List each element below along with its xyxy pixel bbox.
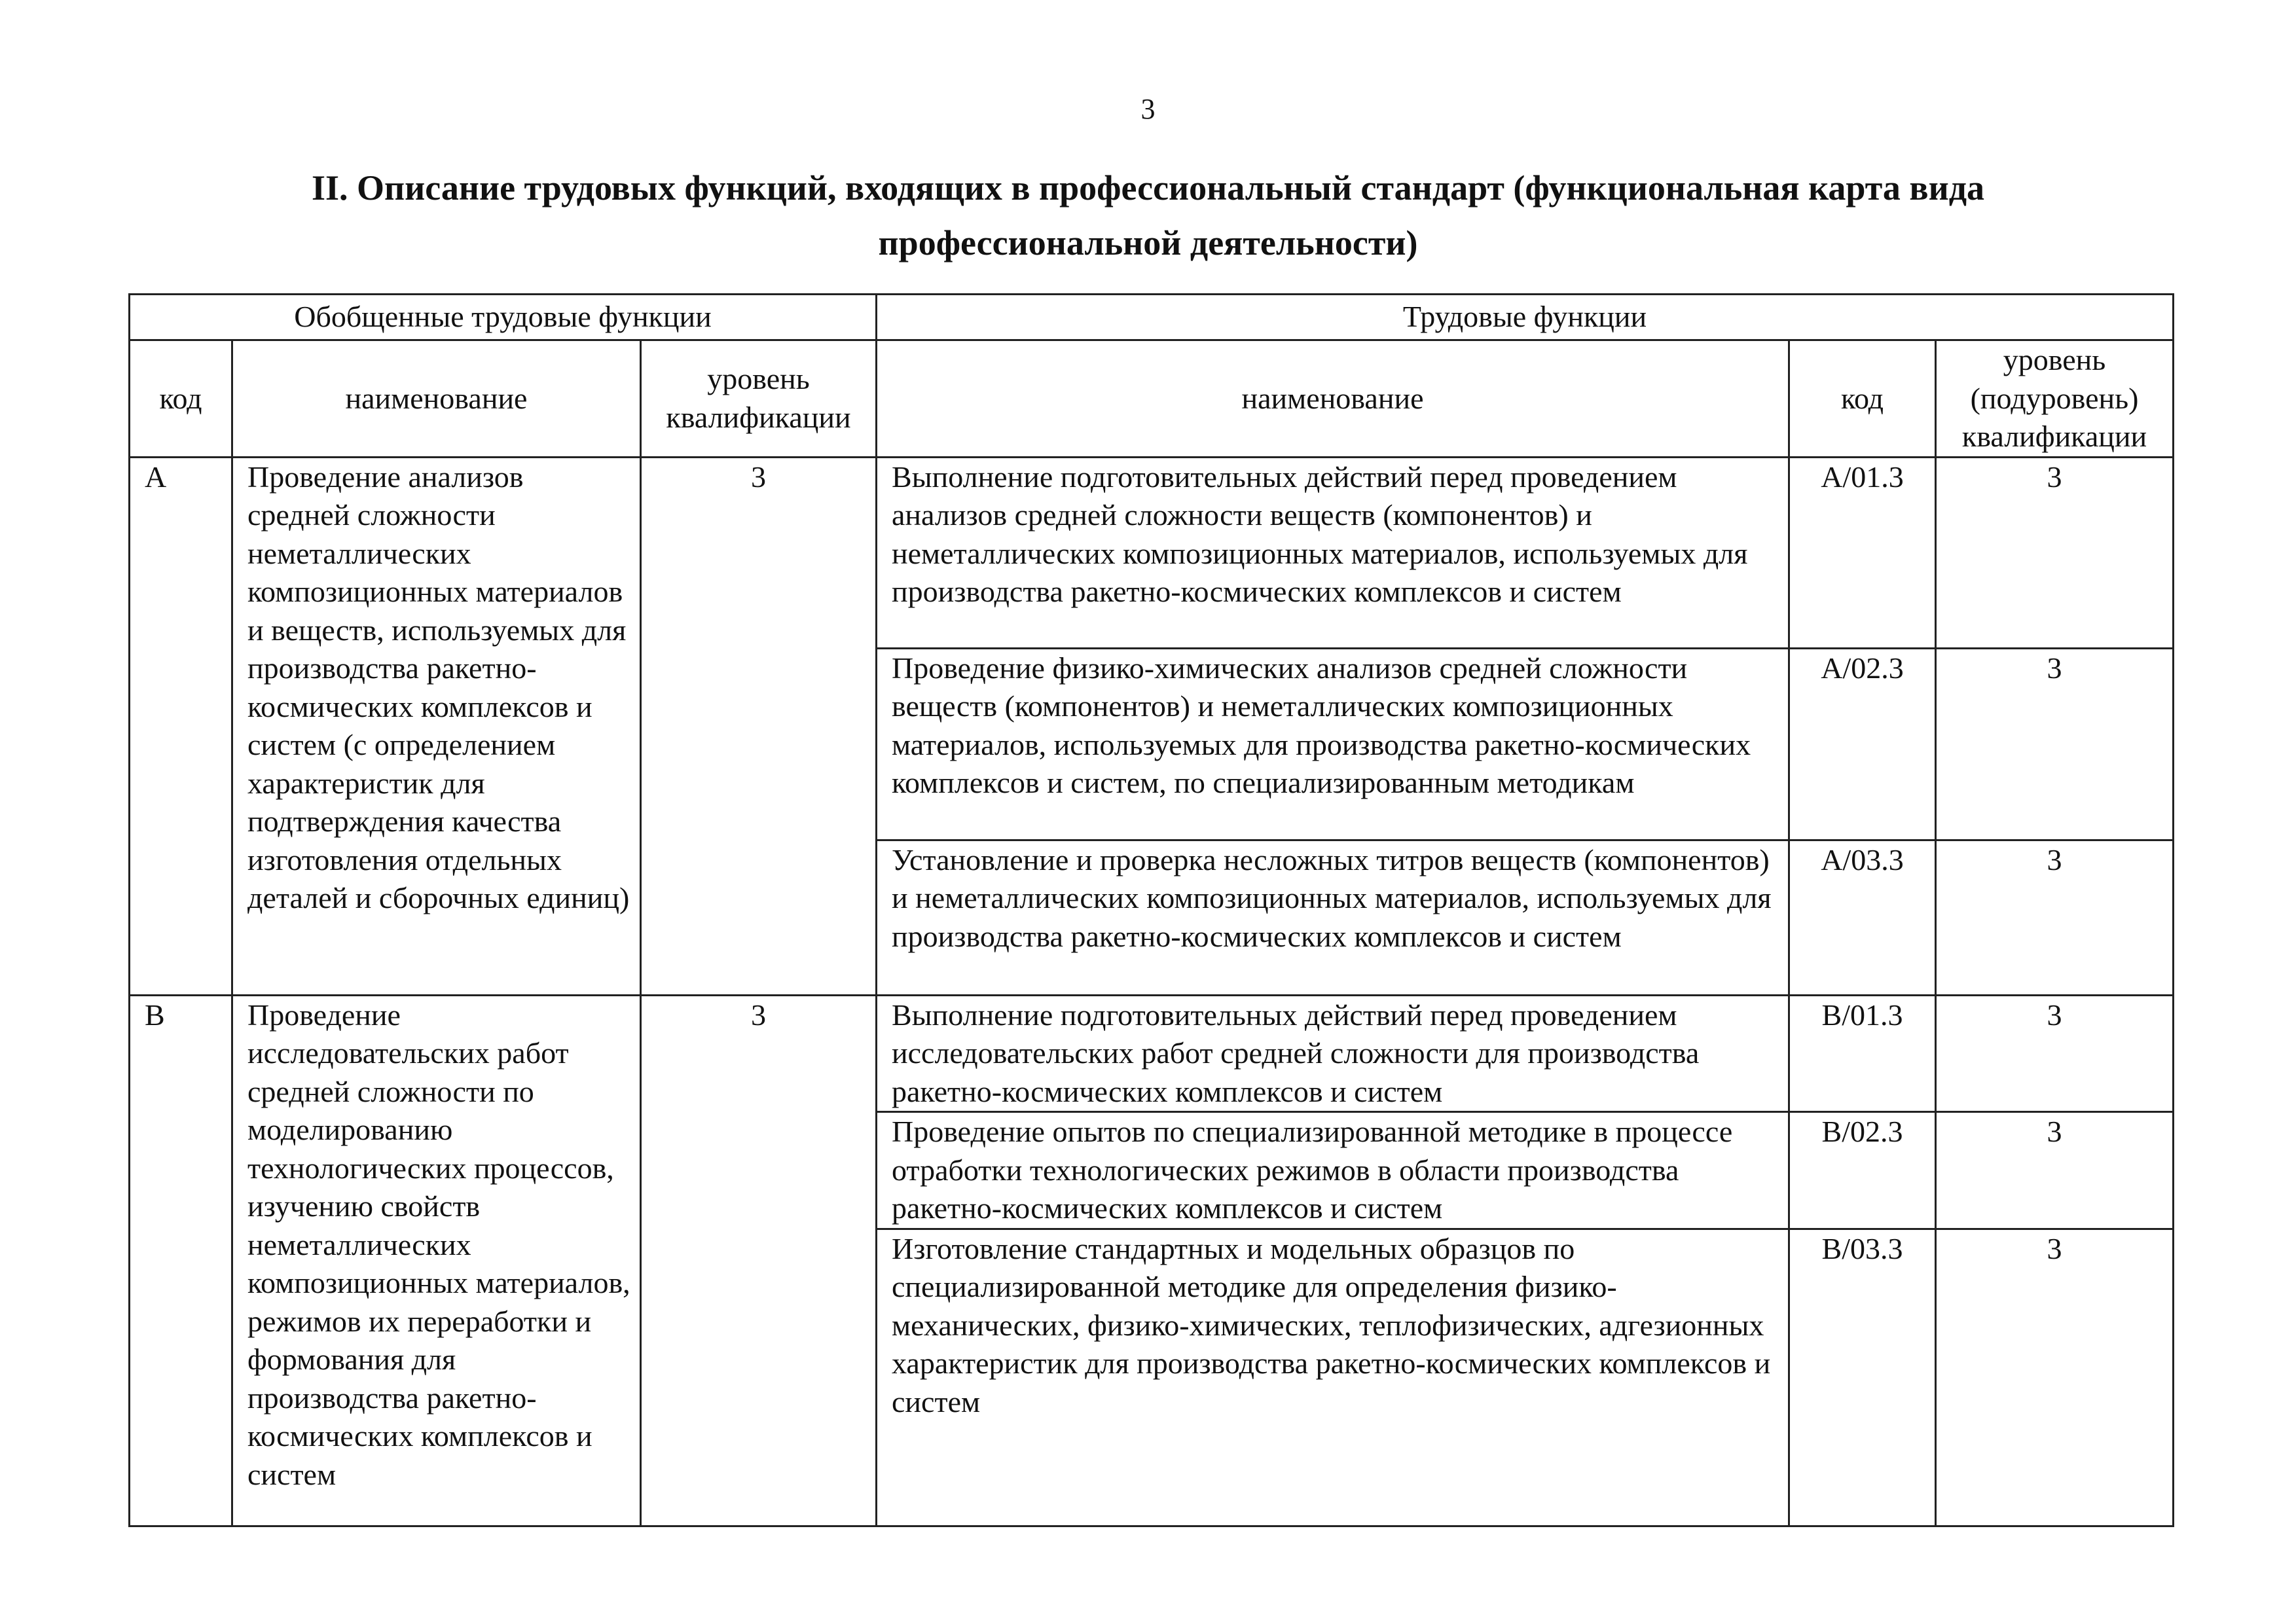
tf-name-b01: Выполнение подготовительных действий перед проведением исследовательских работ средней сложности для производства ракетно-космических комплексов и систем (877, 995, 1789, 1112)
tf-level-b03: 3 (1936, 1229, 2174, 1526)
tf-code-b01: B/01.3 (1789, 995, 1936, 1112)
header-qualification-level: уровень квалификации (641, 340, 877, 458)
tf-code-a02: A/02.3 (1789, 648, 1936, 840)
tf-code-a03: A/03.3 (1789, 840, 1936, 995)
tf-name-b03: Изготовление стандартных и модельных образцов по специализированной методике для определения физико-механических, физико-химических, теплофизических, адгезионных характеристик для производства ракетно-космических комплексов и систем (877, 1229, 1789, 1526)
tf-code-b02: B/02.3 (1789, 1112, 1936, 1229)
tf-level-b01: 3 (1936, 995, 2174, 1112)
gf-code-b: B (130, 995, 232, 1526)
gf-name-a: Проведение анализов средней сложности неметаллических композиционных материалов и веществ, используемых для производства ракетно-космических комплексов и систем (с определением характеристик для подтверждения качества изготовления отдельных деталей и сборочных единиц) (232, 457, 641, 995)
tf-level-a01: 3 (1936, 457, 2174, 648)
tf-name-a02: Проведение физико-химических анализов средней сложности веществ (компонентов) и неметаллических композиционных материалов, используемых для производства ракетно-космических комплексов и систем, по специализированным методикам (877, 648, 1789, 840)
page-title: II. Описание трудовых функций, входящих в профессиональный стандарт (функциональная карта вида профессиональной деятельности) (311, 168, 1985, 262)
page-number: 3 (1140, 93, 1156, 125)
tf-name-a03: Установление и проверка несложных титров веществ (компонентов) и неметаллических композиционных материалов, используемых для производства ракетно-космических комплексов и систем (877, 840, 1789, 995)
tf-code-a01: A/01.3 (1789, 457, 1936, 648)
tf-level-a03: 3 (1936, 840, 2174, 995)
header-function-level: уровень (подуровень) квалификации (1936, 340, 2174, 458)
header-code: код (130, 340, 232, 458)
gf-code-a: A (130, 457, 232, 995)
header-function-code: код (1789, 340, 1936, 458)
tf-name-b02: Проведение опытов по специализированной методике в процессе отработки технологических режимов в области производства ракетно-космических комплексов и систем (877, 1112, 1789, 1229)
tf-level-a02: 3 (1936, 648, 2174, 840)
header-generalized-functions: Обобщенные трудовые функции (130, 295, 877, 340)
tf-name-a01: Выполнение подготовительных действий перед проведением анализов средней сложности веществ (компонентов) и неметаллических композиционных материалов, используемых для производства ракетно-космических комплексов и систем (877, 457, 1789, 648)
gf-level-a: 3 (641, 457, 877, 995)
functional-map-table (128, 293, 2174, 1527)
header-name: наименование (232, 340, 641, 458)
gf-level-b: 3 (641, 995, 877, 1526)
tf-code-b03: B/03.3 (1789, 1229, 1936, 1526)
tf-level-b02: 3 (1936, 1112, 2174, 1229)
header-function-name: наименование (877, 340, 1789, 458)
header-labor-functions: Трудовые функции (877, 295, 2174, 340)
gf-name-b: Проведение исследовательских работ средней сложности по моделированию технологических процессов, изучению свойств неметаллических композиционных материалов, режимов их переработки и формования для производства ракетно-космических комплексов и систем (232, 995, 641, 1526)
